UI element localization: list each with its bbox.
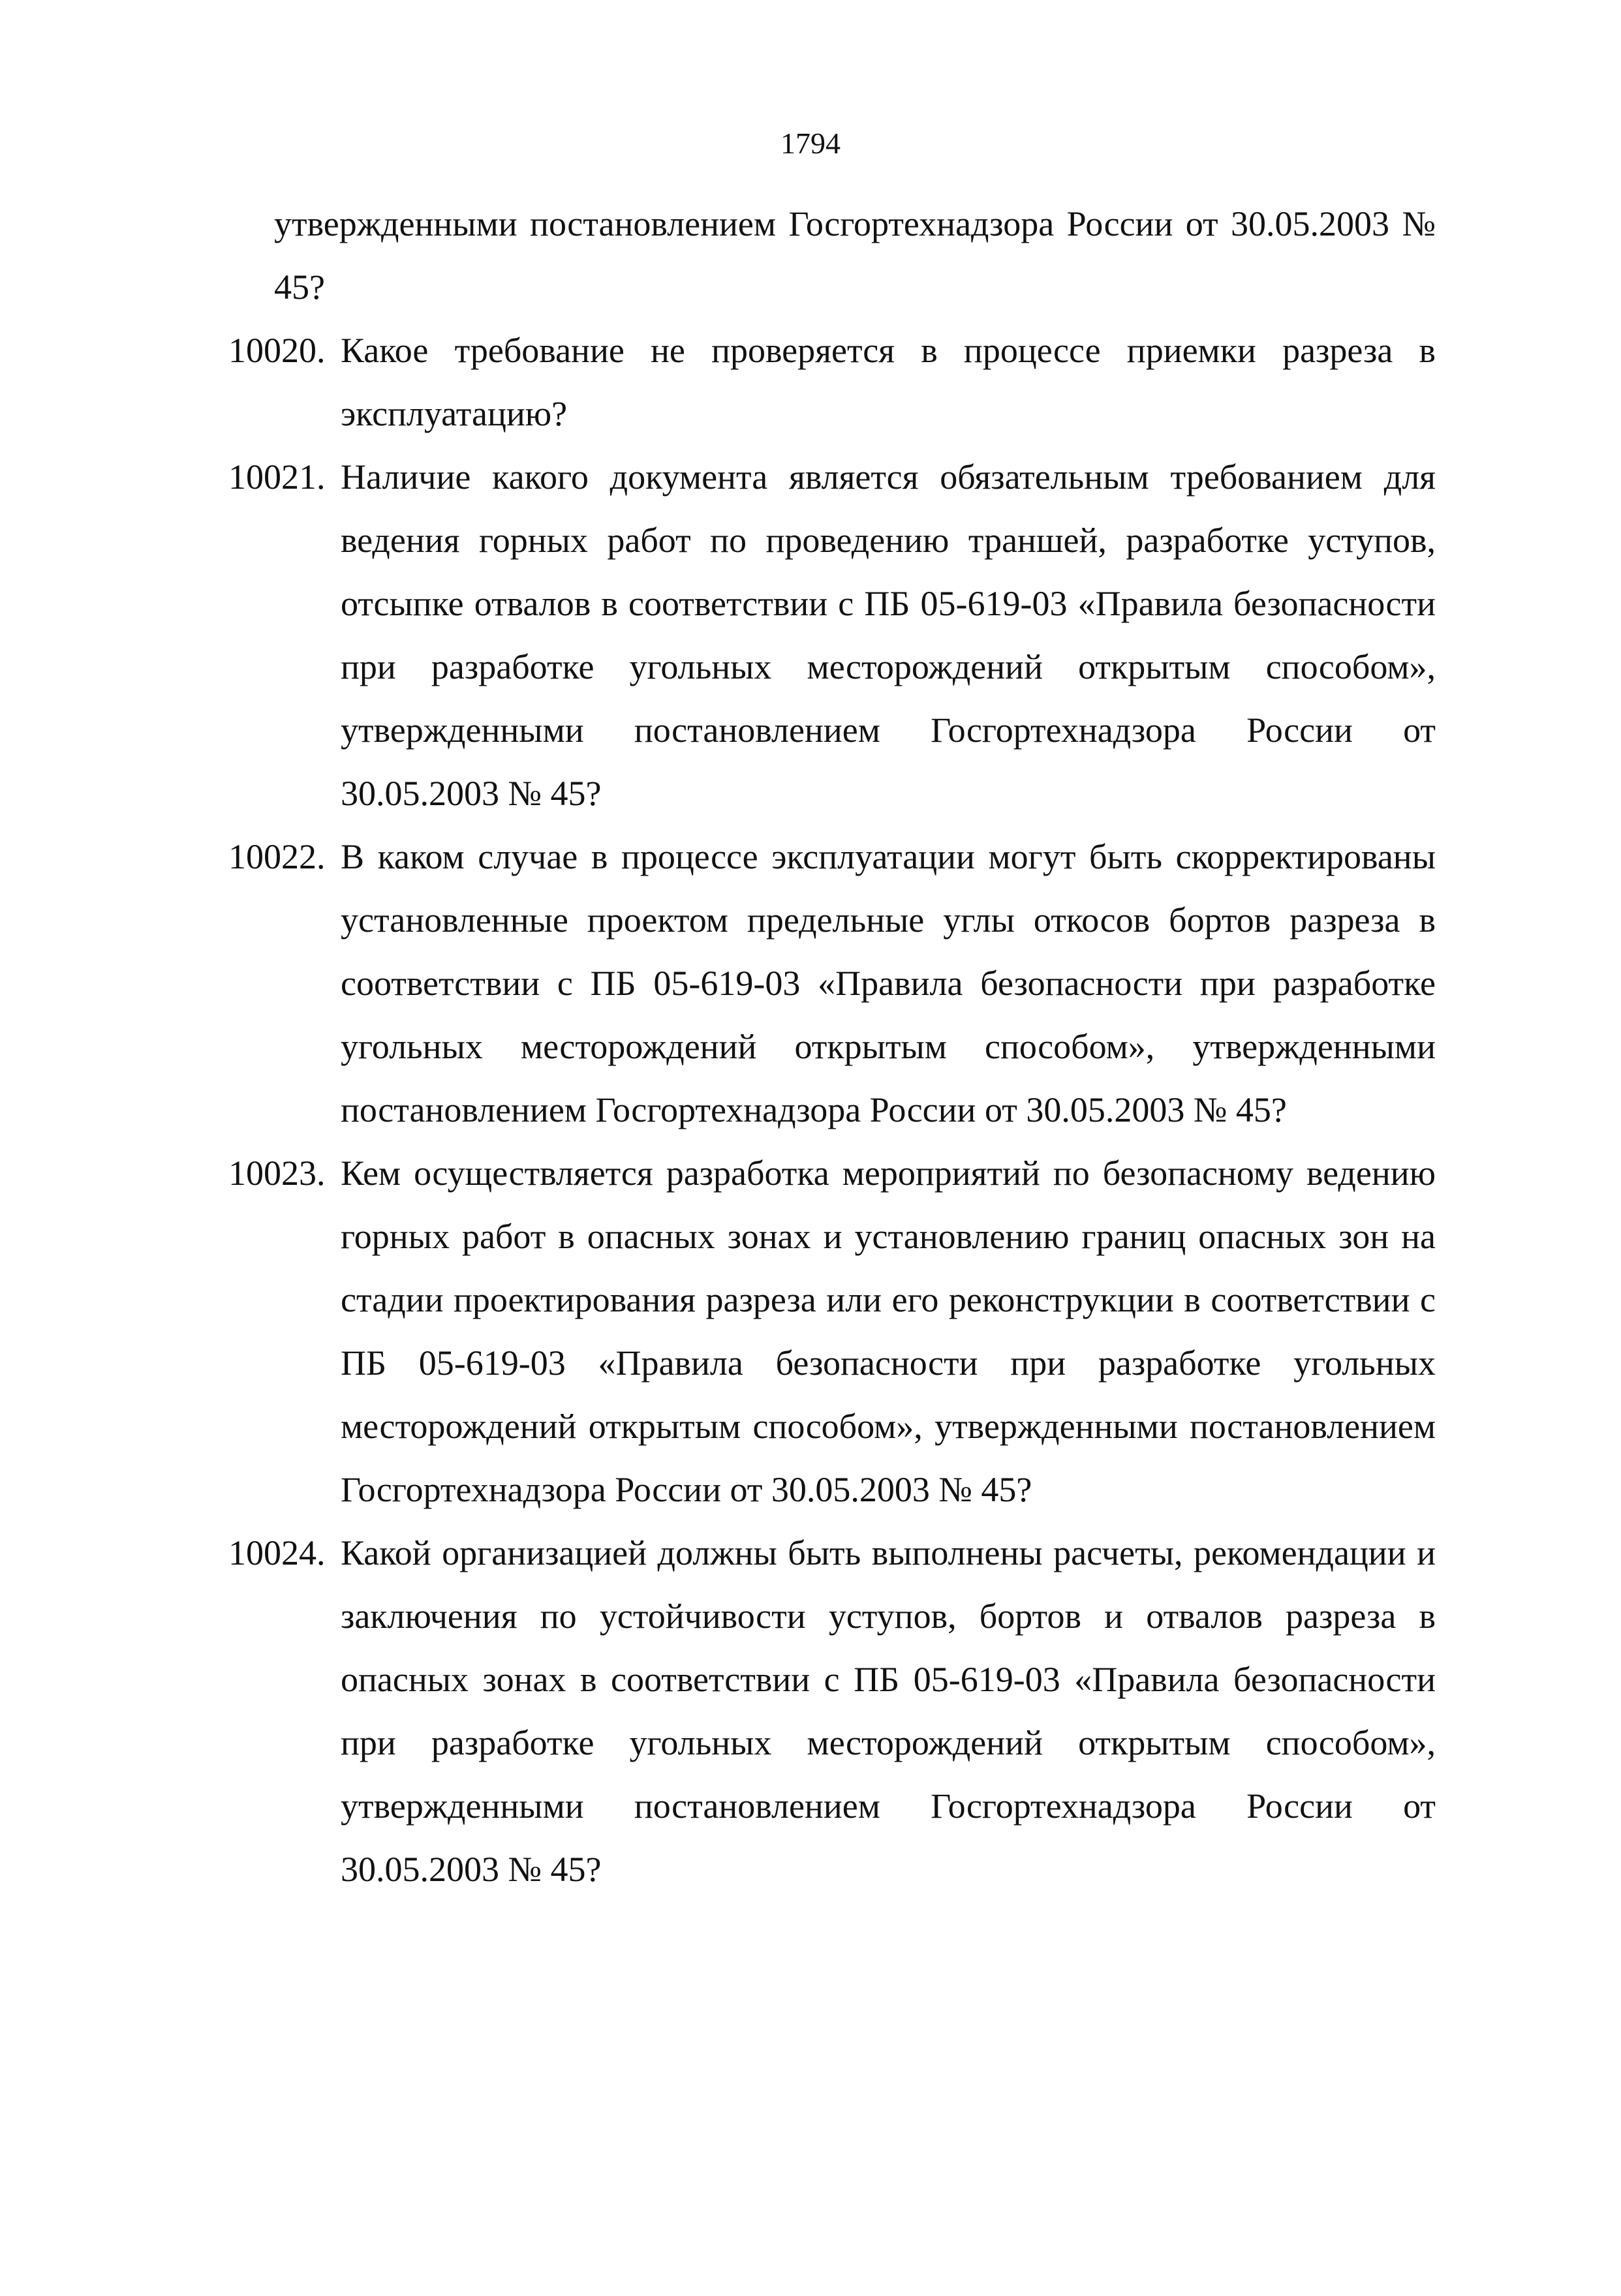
question-number: 10024. bbox=[228, 1533, 326, 1572]
question-item bbox=[228, 319, 1436, 446]
question-text: В каком случае в процессе эксплуатации могут быть скорректированы установленные проектом предельные углы откосов бортов разреза в соответствии с ПБ 05-619-03 «Правила безопасности при разработке угольных месторождений открытым способом», утвержденными постановлением Госгортехнадзора России от 30.05.2003 № 45? bbox=[341, 837, 1436, 1129]
question-text: Какое требование не проверяется в процессе приемки разреза в эксплуатацию? bbox=[341, 331, 1436, 433]
question-text: Наличие какого документа является обязательным требованием для ведения горных работ по проведению траншей, разработке уступов, отсыпке отвалов в соответствии с ПБ 05-619-03 «Правила безопасности при разработке угольных месторождений открытым способом», утвержденными постановлением Госгортехнадзора России от 30.05.2003 № 45? bbox=[341, 457, 1436, 813]
page-number: 1794 bbox=[780, 127, 841, 160]
question-item bbox=[228, 1522, 1436, 1901]
question-number: 10022. bbox=[228, 837, 326, 876]
question-list bbox=[228, 192, 1436, 1901]
question-item bbox=[228, 1142, 1436, 1522]
question-text: Кем осуществляется разработка мероприятий по безопасному ведению горных работ в опасных зонах и установлению границ опасных зон на стадии проектирования разреза или его реконструкции в соответствии с ПБ 05-619-03 «Правила безопасности при разработке угольных месторождений открытым способом», утвержденными постановлением Госгортехнадзора России от 30.05.2003 № 45? bbox=[341, 1154, 1436, 1509]
question-number: 10023. bbox=[228, 1154, 326, 1193]
question-item bbox=[228, 825, 1436, 1142]
continuation-text: утвержденными постановлением Госгортехнадзора России от 30.05.2003 № 45? bbox=[274, 204, 1436, 307]
question-number: 10020. bbox=[228, 331, 326, 370]
question-text: Какой организацией должны быть выполнены расчеты, рекомендации и заключения по устойчивости уступов, бортов и отвалов разреза в опасных зонах в соответствии с ПБ 05-619-03 «Правила безопасности при разработке угольных месторождений открытым способом», утвержденными постановлением Госгортехнадзора России от 30.05.2003 № 45? bbox=[341, 1533, 1436, 1889]
question-number: 10021. bbox=[228, 457, 326, 497]
question-item bbox=[228, 446, 1436, 825]
